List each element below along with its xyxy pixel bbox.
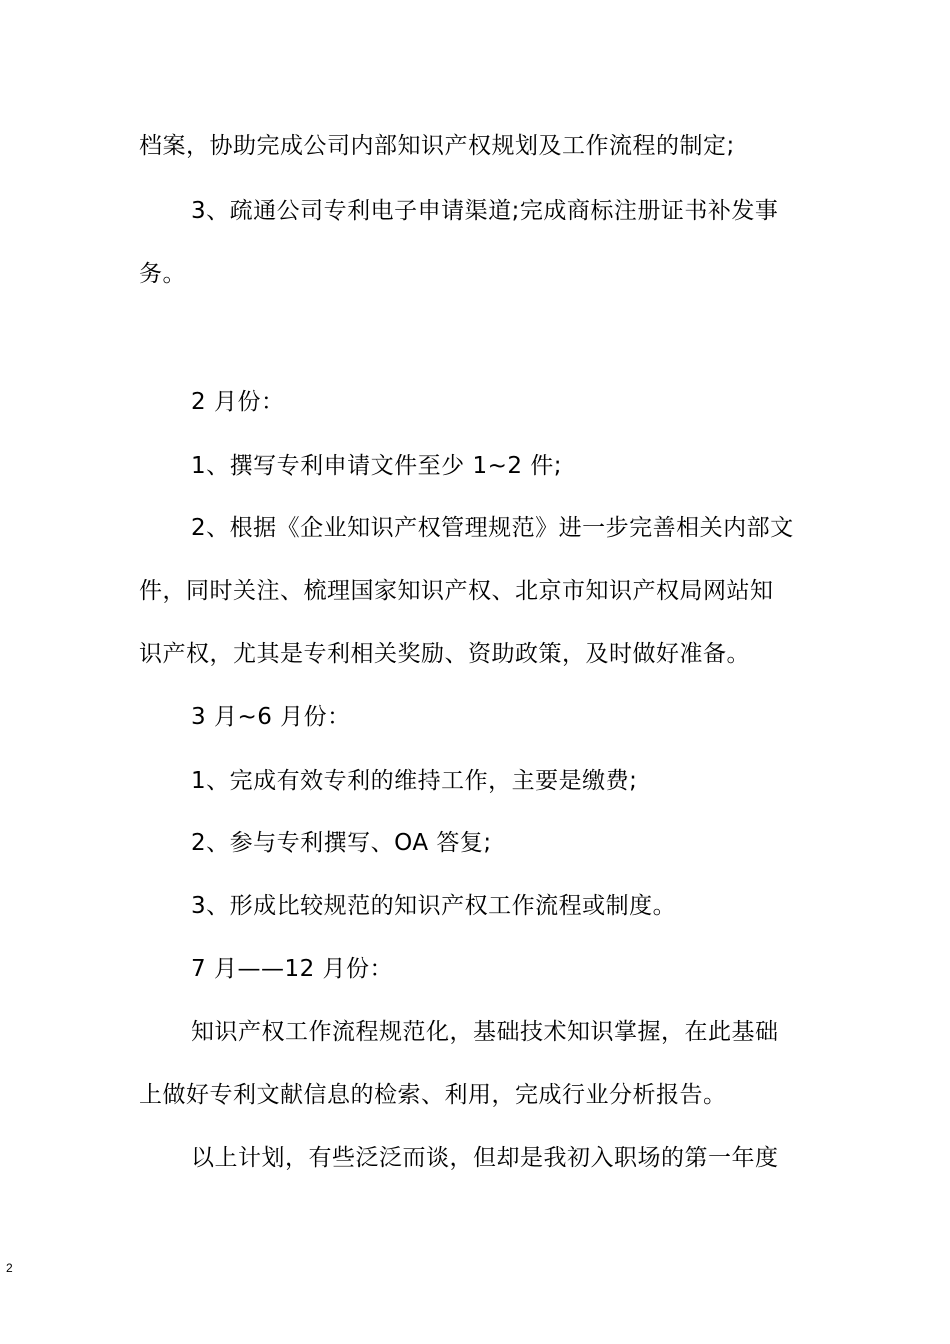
month-heading: 2 月份： (191, 389, 285, 415)
month-heading: 7 月——12 月份： (191, 956, 394, 982)
month-heading: 3 月~6 月份： (191, 704, 351, 730)
text-line: 1、撰写专利申请文件至少 1~2 件; (191, 453, 563, 479)
text-line: 务。 (139, 261, 186, 287)
text-line: 知识产权工作流程规范化，基础技术知识掌握，在此基础 (191, 1019, 779, 1045)
text-line: 件，同时关注、梳理国家知识产权、北京市知识产权局网站知 (139, 578, 774, 604)
page-number: 2 (6, 1261, 13, 1275)
text-line: 1、完成有效专利的维持工作，主要是缴费; (191, 768, 638, 794)
text-line: 以上计划，有些泛泛而谈，但却是我初入职场的第一年度 (191, 1145, 779, 1171)
text-line: 识产权，尤其是专利相关奖励、资助政策，及时做好准备。 (139, 641, 750, 667)
text-line: 2、根据《企业知识产权管理规范》进一步完善相关内部文 (191, 515, 794, 541)
text-line: 档案，协助完成公司内部知识产权规划及工作流程的制定; (139, 133, 735, 159)
text-line: 2、参与专利撰写、OA 答复; (191, 830, 492, 856)
text-line: 上做好专利文献信息的检索、利用，完成行业分析报告。 (139, 1082, 727, 1108)
text-line: 3、形成比较规范的知识产权工作流程或制度。 (191, 893, 677, 919)
text-line: 3、疏通公司专利电子申请渠道;完成商标注册证书补发事 (191, 198, 779, 224)
